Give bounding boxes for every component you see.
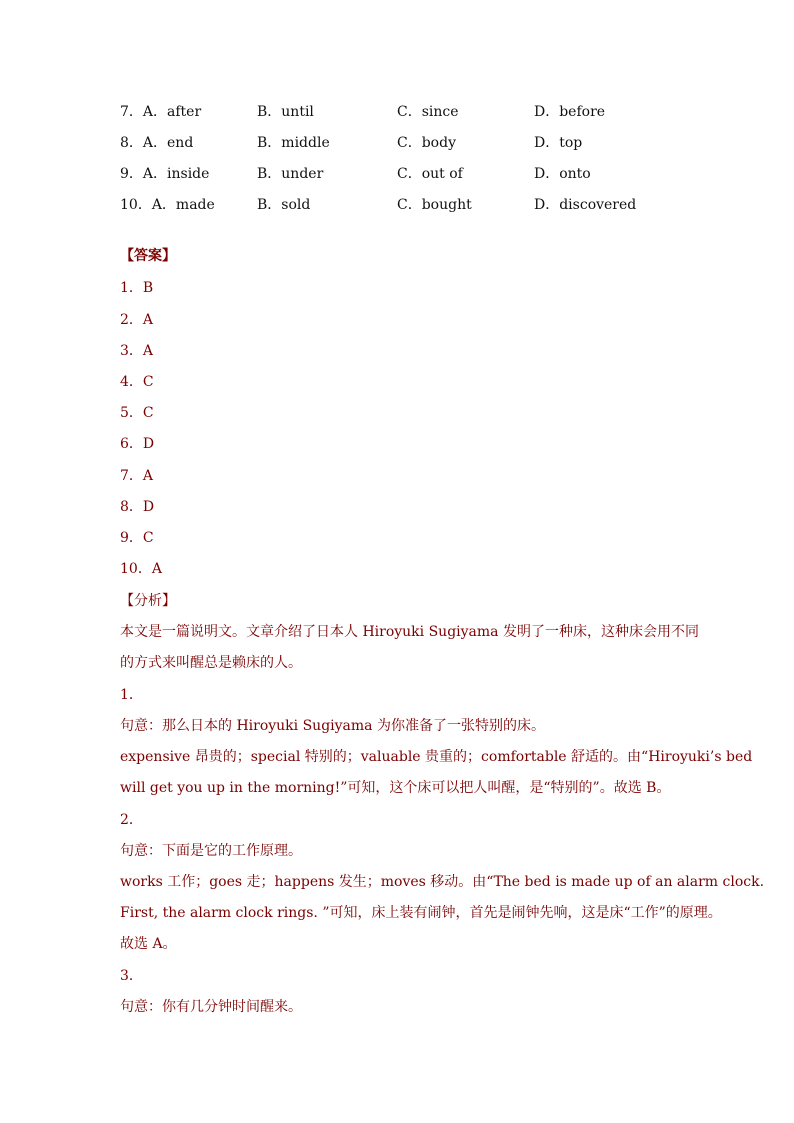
answer-item: 10．A <box>120 561 162 577</box>
analysis-intro-line: 本文是一篇说明文。文章介绍了日本人 Hiroyuki Sugiyama 发明了一种床，这种床会用不同 <box>120 624 699 640</box>
answer-heading: 【答案】 <box>120 248 176 264</box>
vocabulary-line: expensive 昂贵的；special 特别的；valuable 贵重的；comfortable 舒适的。由“Hiroyuki’s bed <box>120 749 753 765</box>
answer-item: 6．D <box>120 436 155 452</box>
question-number: 1． <box>120 687 143 703</box>
vocabulary-line: works 工作；goes 走；happens 发生；moves 移动。由“The bed is made up of an alarm clock. <box>120 874 765 890</box>
option-a: 7．A．after <box>120 104 202 120</box>
option-b: B．under <box>257 166 324 182</box>
answer-item: 5．C <box>120 405 154 421</box>
option-d: D．before <box>534 104 606 120</box>
option-c: C．body <box>397 135 456 151</box>
reasoning-line: will get you up in the morning!”可知，这个床可以把人叫醒，是“特别的”。故选 B。 <box>120 780 671 796</box>
sentence-meaning: 句意：下面是它的工作原理。 <box>120 843 302 859</box>
option-a: 10．A．made <box>120 197 215 213</box>
analysis-intro-line: 的方式来叫醒总是赖床的人。 <box>120 655 302 671</box>
option-d: D．discovered <box>534 197 637 213</box>
option-row-8 <box>120 133 680 153</box>
answer-item: 8．D <box>120 499 155 515</box>
answer-item: 3．A <box>120 343 154 359</box>
question-number: 2． <box>120 812 143 828</box>
option-row-7 <box>120 102 680 122</box>
option-row-9 <box>120 164 680 184</box>
option-b: B．middle <box>257 135 330 151</box>
option-a: 8．A．end <box>120 135 194 151</box>
answer-item: 2．A <box>120 312 154 328</box>
choice-line: 故选 A。 <box>120 936 177 952</box>
option-c: C．out of <box>397 166 463 182</box>
option-a: 9．A．inside <box>120 166 210 182</box>
answer-item: 9．C <box>120 530 154 546</box>
answer-item: 7．A <box>120 468 154 484</box>
option-b: B．sold <box>257 197 311 213</box>
sentence-meaning: 句意：那么日本的 Hiroyuki Sugiyama 为你准备了一张特别的床。 <box>120 718 545 734</box>
option-d: D．onto <box>534 166 591 182</box>
option-b: B．until <box>257 104 314 120</box>
answer-item: 4．C <box>120 374 154 390</box>
analysis-heading: 【分析】 <box>120 593 176 609</box>
answer-item: 1．B <box>120 280 154 296</box>
option-c: C．since <box>397 104 459 120</box>
option-row-10 <box>120 195 680 215</box>
option-c: C．bought <box>397 197 472 213</box>
question-number: 3． <box>120 968 143 984</box>
reasoning-line: First, the alarm clock rings. ”可知，床上装有闹钟，首先是闹钟先响，这是床“工作”的原理。 <box>120 905 722 921</box>
option-d: D．top <box>534 135 583 151</box>
sentence-meaning: 句意：你有几分钟时间醒来。 <box>120 999 302 1015</box>
